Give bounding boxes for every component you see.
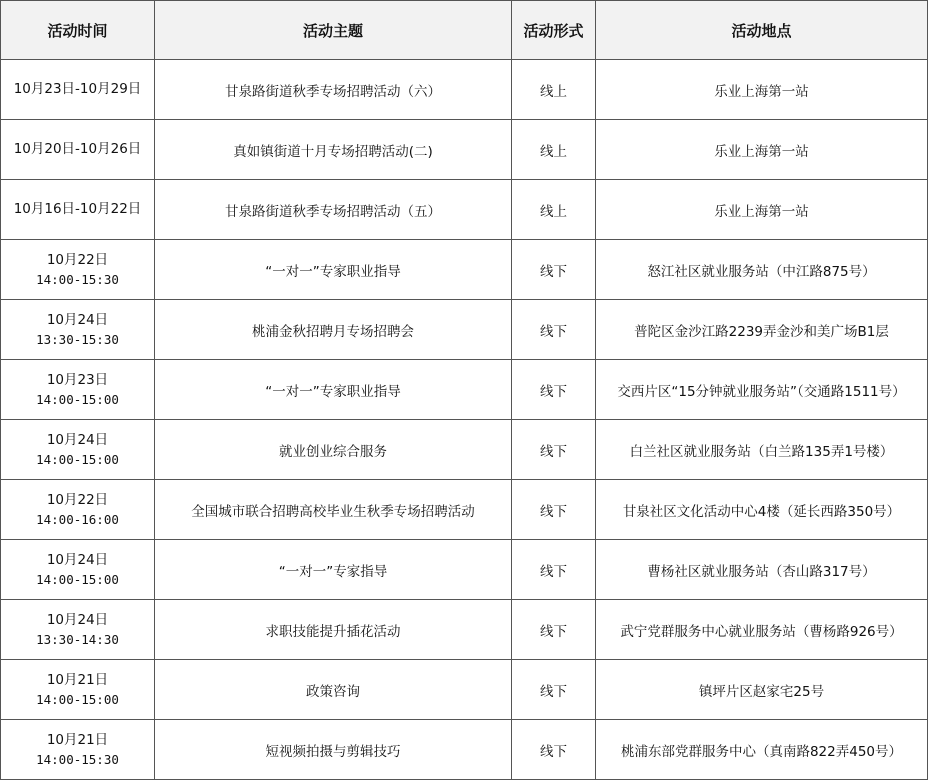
cell-location: 桃浦东部党群服务中心（真南路822弄450号） xyxy=(596,720,928,780)
cell-time xyxy=(1,120,155,180)
table-row xyxy=(1,600,928,660)
cell-hours: 14:00-15:30 xyxy=(36,271,119,287)
cell-format: 线下 xyxy=(512,540,596,600)
cell-topic: 求职技能提升插花活动 xyxy=(155,600,512,660)
cell-hours: 14:00-15:00 xyxy=(36,451,119,467)
cell-format: 线下 xyxy=(512,300,596,360)
cell-time xyxy=(1,660,155,720)
cell-location: 普陀区金沙江路2239弄金沙和美广场B1层 xyxy=(596,300,928,360)
cell-date: 10月24日 xyxy=(46,611,109,628)
cell-date: 10月22日 xyxy=(46,491,109,508)
table-row xyxy=(1,60,928,120)
cell-format: 线上 xyxy=(512,120,596,180)
cell-format: 线下 xyxy=(512,660,596,720)
cell-hours: 14:00-15:30 xyxy=(36,751,119,767)
cell-format: 线下 xyxy=(512,480,596,540)
table-row xyxy=(1,660,928,720)
table-row xyxy=(1,720,928,780)
cell-time xyxy=(1,240,155,300)
cell-topic: 甘泉路街道秋季专场招聘活动（五） xyxy=(155,180,512,240)
cell-topic: 真如镇街道十月专场招聘活动(二) xyxy=(155,120,512,180)
table-row xyxy=(1,300,928,360)
cell-time xyxy=(1,600,155,660)
table-row xyxy=(1,180,928,240)
cell-time xyxy=(1,540,155,600)
table-row xyxy=(1,240,928,300)
header-topic: 活动主题 xyxy=(155,1,512,60)
cell-format: 线下 xyxy=(512,240,596,300)
cell-date: 10月24日 xyxy=(46,551,109,568)
cell-date: 10月16日-10月22日 xyxy=(13,201,142,217)
cell-time xyxy=(1,480,155,540)
cell-topic: 甘泉路街道秋季专场招聘活动（六） xyxy=(155,60,512,120)
header-format: 活动形式 xyxy=(512,1,596,60)
table-row xyxy=(1,120,928,180)
cell-time xyxy=(1,60,155,120)
cell-topic: 全国城市联合招聘高校毕业生秋季专场招聘活动 xyxy=(155,480,512,540)
cell-hours: 13:30-14:30 xyxy=(36,631,119,647)
cell-date: 10月22日 xyxy=(46,251,109,268)
cell-time xyxy=(1,300,155,360)
header-row xyxy=(1,1,928,60)
cell-format: 线下 xyxy=(512,600,596,660)
cell-format: 线下 xyxy=(512,360,596,420)
table-row xyxy=(1,360,928,420)
cell-location: 乐业上海第一站 xyxy=(596,120,928,180)
cell-date: 10月21日 xyxy=(46,731,109,748)
cell-location: 武宁党群服务中心就业服务站（曹杨路926号） xyxy=(596,600,928,660)
cell-topic: 就业创业综合服务 xyxy=(155,420,512,480)
cell-location: 镇坪片区赵家宅25号 xyxy=(596,660,928,720)
cell-location: 乐业上海第一站 xyxy=(596,180,928,240)
cell-hours: 13:30-15:30 xyxy=(36,331,119,347)
cell-location: 曹杨社区就业服务站（杏山路317号） xyxy=(596,540,928,600)
cell-location: 怒江社区就业服务站（中江路875号） xyxy=(596,240,928,300)
cell-format: 线下 xyxy=(512,420,596,480)
cell-topic: 短视频拍摄与剪辑技巧 xyxy=(155,720,512,780)
cell-format: 线上 xyxy=(512,180,596,240)
cell-location: 交西片区“15分钟就业服务站”（交通路1511号） xyxy=(596,360,928,420)
header-time: 活动时间 xyxy=(1,1,155,60)
cell-date: 10月24日 xyxy=(46,431,109,448)
cell-date: 10月21日 xyxy=(46,671,109,688)
cell-date: 10月23日 xyxy=(46,371,109,388)
cell-format: 线上 xyxy=(512,60,596,120)
cell-hours: 14:00-15:00 xyxy=(36,391,119,407)
cell-topic: “一对一”专家指导 xyxy=(155,540,512,600)
header-location: 活动地点 xyxy=(596,1,928,60)
cell-hours: 14:00-16:00 xyxy=(36,511,119,527)
cell-time xyxy=(1,420,155,480)
cell-topic: “一对一”专家职业指导 xyxy=(155,240,512,300)
cell-date: 10月23日-10月29日 xyxy=(13,81,142,97)
cell-hours: 14:00-15:00 xyxy=(36,691,119,707)
cell-time xyxy=(1,360,155,420)
cell-date: 10月20日-10月26日 xyxy=(13,141,142,157)
cell-location: 白兰社区就业服务站（白兰路135弄1号楼） xyxy=(596,420,928,480)
cell-time xyxy=(1,720,155,780)
cell-location: 乐业上海第一站 xyxy=(596,60,928,120)
cell-topic: “一对一”专家职业指导 xyxy=(155,360,512,420)
cell-topic: 桃浦金秋招聘月专场招聘会 xyxy=(155,300,512,360)
cell-format: 线下 xyxy=(512,720,596,780)
cell-location: 甘泉社区文化活动中心4楼（延长西路350号） xyxy=(596,480,928,540)
cell-time xyxy=(1,180,155,240)
table-row xyxy=(1,480,928,540)
table-row xyxy=(1,540,928,600)
cell-topic: 政策咨询 xyxy=(155,660,512,720)
table-row xyxy=(1,420,928,480)
cell-hours: 14:00-15:00 xyxy=(36,571,119,587)
cell-date: 10月24日 xyxy=(46,311,109,328)
